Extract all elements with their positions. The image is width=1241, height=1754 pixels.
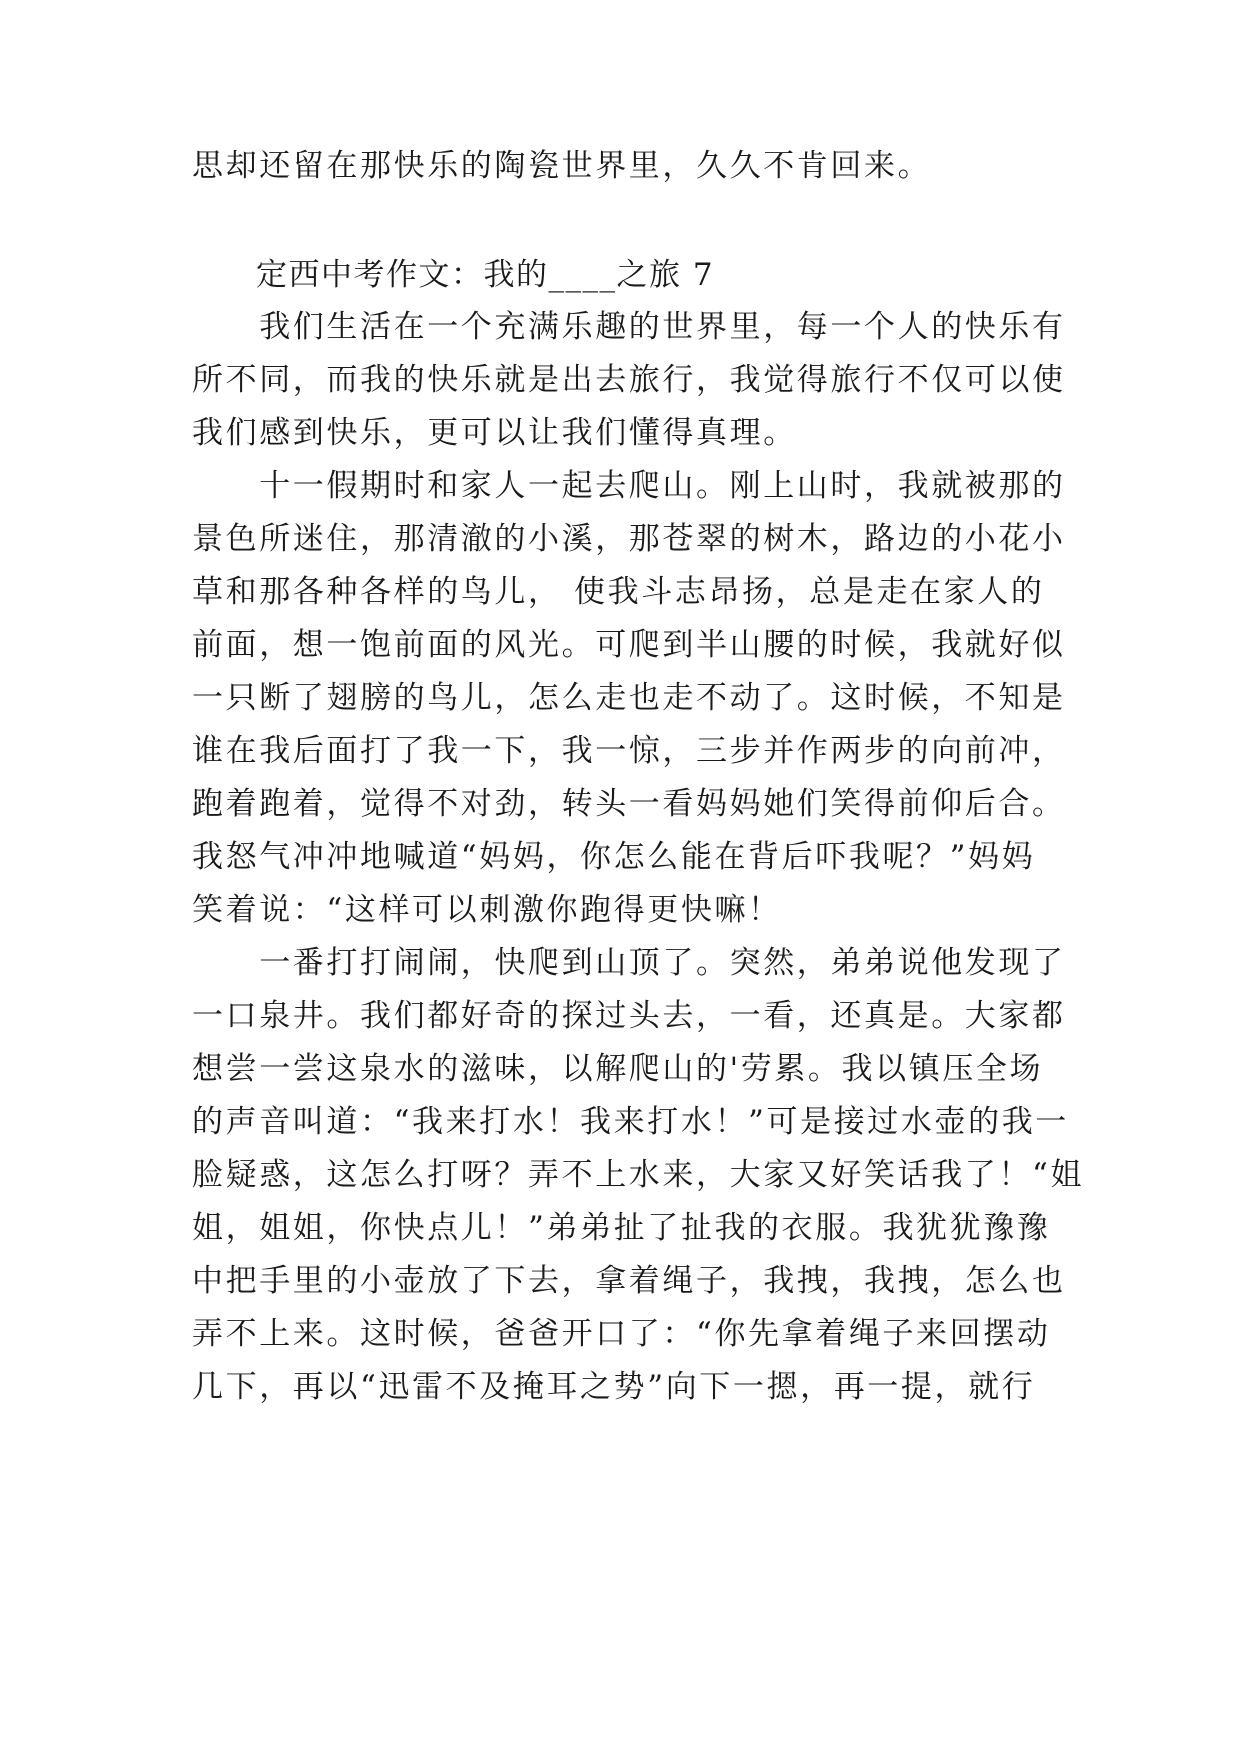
body-line: 脸疑惑，这怎么打呀？弄不上水来，大家又好笑话我了！“姐 <box>192 1157 1085 1193</box>
body-line: 姐，姐姐，你快点儿！”弟弟扯了扯我的衣服。我犹犹豫豫 <box>192 1210 1051 1246</box>
essay-title: 定西中考作文：我的____之旅 7 <box>256 257 715 293</box>
body-line: 笑着说：“这样可以刺激你跑得更快嘛！ <box>192 892 782 928</box>
body-line: 弄不上来。这时候，爸爸开口了：“你先拿着绳子来回摆动 <box>192 1316 1051 1352</box>
body-line: 中把手里的小壶放了下去，拿着绳子，我拽，我拽，怎么也 <box>192 1263 1066 1299</box>
body-line: 草和那各种各样的鸟儿， 使我斗志昂扬，总是走在家人的 <box>192 574 1045 610</box>
body-line: 我怒气冲冲地喊道“妈妈，你怎么能在背后吓我呢？”妈妈 <box>192 839 1036 875</box>
body-line: 一番打打闹闹，快爬到山顶了。突然，弟弟说他发现了 <box>192 945 1066 981</box>
body-line: 我们感到快乐，更可以让我们懂得真理。 <box>192 415 797 451</box>
carry-over-line: 思却还留在那快乐的陶瓷世界里，久久不肯回来。 <box>192 148 932 184</box>
body-line: 景色所迷住，那清澈的小溪，那苍翠的树木，路边的小花小 <box>192 521 1066 557</box>
body-line: 一口泉井。我们都好奇的探过头去，一看，还真是。大家都 <box>192 998 1066 1034</box>
body-line: 前面，想一饱前面的风光。可爬到半山腰的时候，我就好似 <box>192 627 1066 663</box>
body-line: 几下，再以“迅雷不及掩耳之势”向下一摁，再一提，就行 <box>192 1369 1036 1405</box>
body-line: 想尝一尝这泉水的滋味，以解爬山的'劳累。我以镇压全场 <box>192 1051 1044 1087</box>
body-line: 的声音叫道：“我来打水！我来打水！”可是接过水壶的我一 <box>192 1104 1069 1140</box>
body-line: 一只断了翅膀的鸟儿，怎么走也走不动了。这时候，不知是 <box>192 680 1066 716</box>
body-line: 跑着跑着，觉得不对劲，转头一看妈妈她们笑得前仰后合。 <box>192 786 1066 822</box>
body-line: 十一假期时和家人一起去爬山。刚上山时，我就被那的 <box>192 468 1066 504</box>
body-line: 我们生活在一个充满乐趣的世界里，每一个人的快乐有 <box>192 309 1066 345</box>
body-line: 所不同，而我的快乐就是出去旅行，我觉得旅行不仅可以使 <box>192 362 1066 398</box>
body-line: 谁在我后面打了我一下，我一惊，三步并作两步的向前冲， <box>192 733 1066 769</box>
